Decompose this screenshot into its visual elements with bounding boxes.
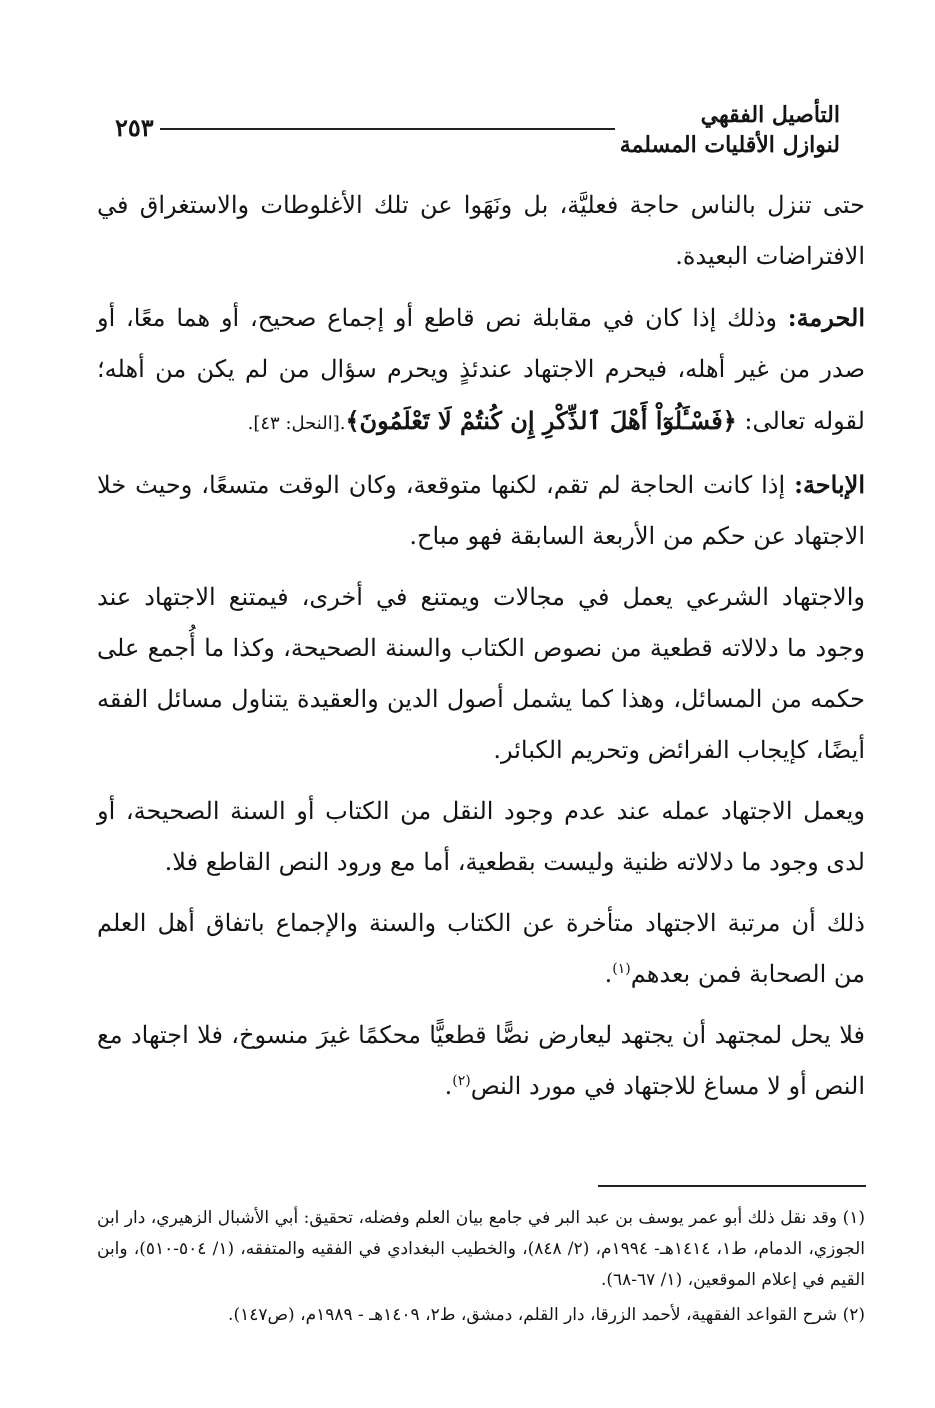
footnote-ref-2[interactable]: (٢) [452,1073,471,1089]
footnote-2: (٢) شرح القواعد الفقهية، لأحمد الزرقا، دار القلم، دمشق، ط٢، ١٤٠٩هـ - ١٩٨٩م، (ص١٤٧). [228,1305,865,1325]
quran-verse: ﴿فَسْـَٔلُوٓاْ أَهْلَ ٱلذِّكْرِ إِن كُنتُمْ لَا تَعْلَمُونَ﴾ [345,406,737,435]
footnote-ref-1[interactable]: (١) [612,961,631,977]
paragraph-6-text: ذلك أن مرتبة الاجتهاد متأخرة عن الكتاب والسنة والإجماع باتفاق أهل العلم من الصحابة فمن بعدهم [97,909,865,988]
header-rule [160,128,615,130]
main-text [97,180,865,1122]
footnotes [97,1203,865,1335]
paragraph-permissibility-text: إذا كانت الحاجة لم تقم، لكنها متوقعة، وكان الوقت متسعًا، وحيث خلا الاجتهاد عن حكم من الأربعة السابقة فهو مباح. [97,471,865,550]
paragraph-1: حتى تنزل بالناس حاجة فعليَّة، بل ونَهَوا عن تلك الأغلوطات والاستغراق في الافتراضات البعيدة. [97,191,865,270]
paragraph-prohibition-text: وذلك إذا كان في مقابلة نص قاطع أو إجماع صحيح، أو هما معًا، أو صدر من غير أهله، فيحرم الاجتهاد عندئذٍ ويحرم سؤال من لم يكن من أهله؛ لقوله تعالى: [97,304,865,435]
running-title [620,100,840,160]
paragraph-4: والاجتهاد الشرعي يعمل في مجالات ويمتنع في أخرى، فيمتنع الاجتهاد عند وجود ما دلالاته قطعية من نصوص الكتاب والسنة الصحيحة، وكذا ما أُجمع على حكمه من المسائل، وهذا كما يشمل أصول الدين والعقيدة يتناول مسائل الفقه أيضًا، كإيجاب الفرائض وتحريم الكبائر. [97,583,866,764]
running-header [105,100,865,170]
verse-citation: .[النحل: ٤٣]. [247,413,346,434]
paragraph-6-end: . [604,960,613,988]
footnote-1: (١) وقد نقل ذلك أبو عمر يوسف بن عبد البر في جامع بيان العلم وفضله، تحقيق: أبي الأشبال الزهيري، دار ابن الجوزي، الدمام، ط١، ١٤١٤هـ- ١٩٩٤م، (٢/ ٨٤٨)، والخطيب البغدادي في الفقيه والمتفقه، (١/ ٥٠٤-٥١٠)، وابن القيم في إعلام الموقعين، (١/ ٦٧-٦٨). [97,1208,865,1290]
paragraph-7-text: فلا يحل لمجتهد أن يجتهد ليعارض نصًّا قطعيًّا محكمًا غيرَ منسوخ، فلا اجتهاد مع النص أو لا مساغ للاجتهاد في مورد النص [97,1021,865,1100]
paragraph-6 [97,898,865,1000]
paragraph-prohibition [97,292,865,449]
paragraph-7 [97,1010,865,1112]
term-permissibility: الإباحة: [794,470,865,499]
page-number: ٢٥٣ [115,113,154,142]
running-title-line-2: لنوازل الأقليات المسلمة [619,132,840,158]
paragraph-5: ويعمل الاجتهاد عمله عند عدم وجود النقل من الكتاب أو السنة الصحيحة، أو لدى وجود ما دلالاته ظنية وليست بقطعية، أما مع ورود النص القاطع فلا. [97,797,865,876]
running-title-line-1: التأصيل الفقهي [700,102,840,128]
paragraph-7-end: . [444,1072,453,1100]
footnote-rule [598,1185,866,1187]
term-prohibition: الحرمة: [787,303,865,332]
paragraph-permissibility [97,459,865,562]
